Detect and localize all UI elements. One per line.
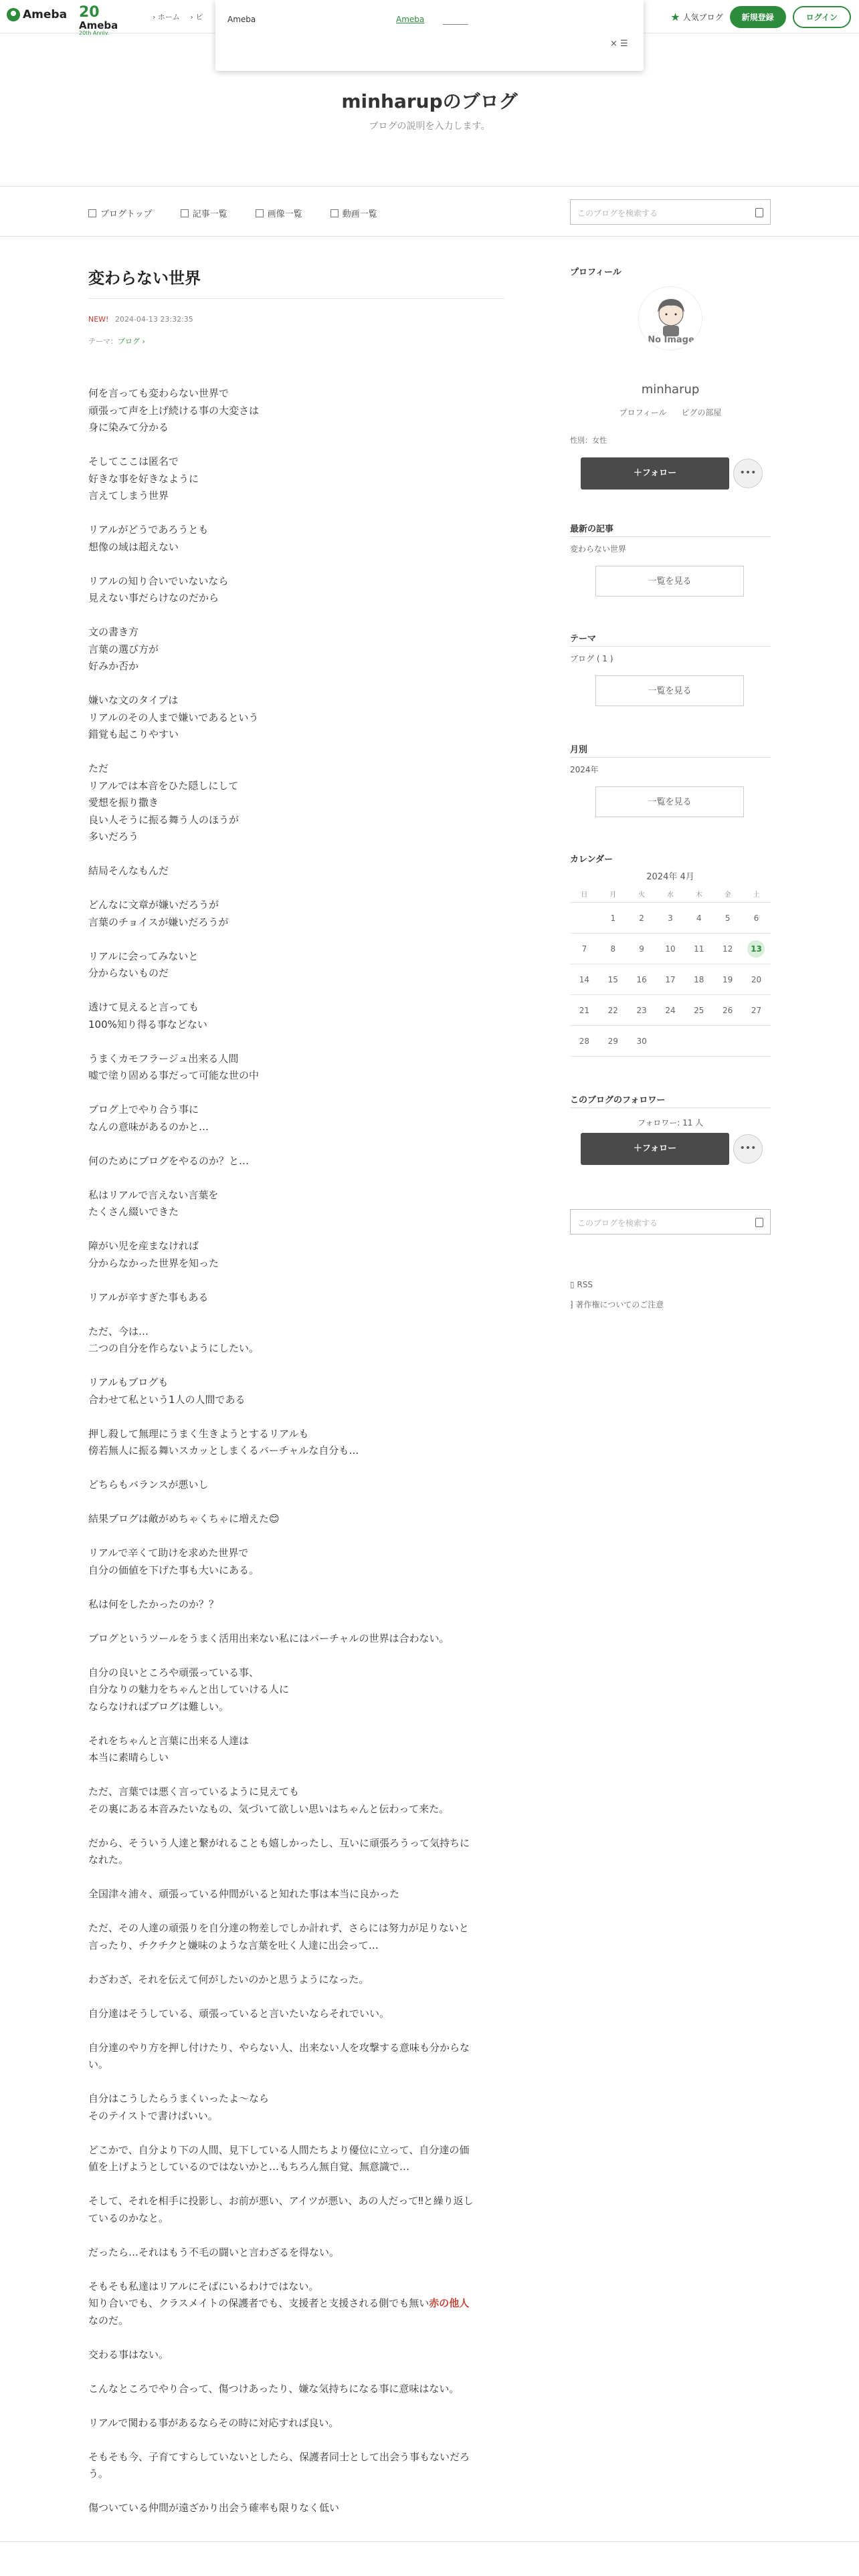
popup-label: Ameba (227, 15, 256, 24)
theme-list-button[interactable]: 一覧を見る (595, 675, 744, 706)
post-paragraph: 嫌いな文のタイプは リアルのその人まで嫌いであるという 錯覚も起こりやすい (88, 694, 259, 740)
post-paragraph: リアルもブログも 合わせて私という1人の人間である (88, 1376, 246, 1406)
calendar-grid (570, 885, 771, 1057)
follow-button[interactable]: ＋フォロー (581, 457, 729, 490)
calendar-week-row (570, 934, 771, 964)
monthly-divider (570, 757, 771, 758)
calendar-weekday: 木 (695, 891, 702, 899)
no-image-label: No Image (648, 335, 694, 345)
profile-gender: 性別：女性 (570, 436, 607, 445)
home-icon (88, 209, 96, 217)
post-paragraph: ただ、言葉では悪く言っているように見えても その裏にある本音みたいなもの、気づいて欲しい思いはちゃんと伝わって来た。 (88, 1786, 450, 1815)
post-paragraph: 何のためにブログをやるのか？と… (88, 1154, 250, 1167)
post-paragraph: 交わる事はない。 (88, 2348, 169, 2361)
calendar-week-row (570, 1026, 771, 1057)
anniversary-number: 20 (79, 4, 100, 21)
post-paragraph: ブログというツールをうまく活用出来ない私にはバーチャルの世界は合わない。 (88, 1632, 450, 1644)
nav-article-list[interactable] (181, 207, 227, 219)
nav-video-list-label: 動画一覧 (342, 209, 377, 219)
calendar-day: 19 (723, 974, 733, 984)
calendar-day: 14 (579, 974, 590, 984)
popup-underline (443, 24, 468, 25)
recent-list-button[interactable]: 一覧を見る (595, 566, 744, 597)
calendar-day: 20 (751, 974, 762, 984)
calendar-day: 27 (751, 1005, 762, 1015)
monthly-heading: 月別 (570, 745, 588, 755)
calendar-week-row (570, 903, 771, 934)
breadcrumb (153, 11, 203, 22)
calendar-day: 15 (607, 974, 618, 984)
calendar-day: 9 (639, 944, 644, 954)
post-body (88, 385, 504, 2534)
nav-image-list-label: 画像一覧 (267, 209, 302, 219)
calendar-day: 18 (694, 974, 704, 984)
nav-image-list[interactable] (256, 207, 302, 219)
monthly-item[interactable]: 2024年 (570, 765, 599, 774)
calendar-day: 6 (753, 913, 759, 923)
post-paragraph: ただ、その人達の頑張りを自分達の物差しでしか計れず、さらには努力が足りないと 言ったり、チクチクと嫌味のような言葉を吐く人達に出会って… (88, 1922, 469, 1951)
theme-link-label: ブログ (118, 337, 140, 346)
pigg-room-link[interactable]: ピグの部屋 (681, 408, 722, 417)
rss-label: RSS (577, 1280, 593, 1289)
post-paragraph: うまくカモフラージュ出来る人間 嘘で塗り固める事だって可能な世の中 (88, 1052, 260, 1081)
blog-search-input[interactable] (570, 199, 771, 225)
theme-link[interactable]: ブログ › (118, 337, 145, 346)
anniversary-title: Ameba (79, 19, 118, 31)
calendar-day: 8 (610, 944, 616, 954)
post-paragraph: わざわざ、それを伝えて何がしたいのかと思うようになった。 (88, 1973, 369, 1985)
post-paragraph: 結果ブログは敵がめちゃくちゃに増えた😊 (88, 1513, 280, 1525)
blog-search-placeholder: このブログを検索する (577, 209, 658, 218)
calendar-day: 11 (694, 944, 704, 954)
search-icon[interactable] (755, 208, 763, 217)
monthly-list-button[interactable]: 一覧を見る (595, 786, 744, 817)
blog-description: ブログの説明を入力します。 (369, 121, 490, 132)
anniversary-logo[interactable] (79, 4, 118, 37)
post-paragraph: ブログ上でやり合う事に なんの意味があるのかと… (88, 1103, 209, 1133)
calendar-day: 21 (579, 1005, 590, 1015)
post-paragraph: 私は何をしたかったのか？？ (88, 1598, 219, 1610)
calendar-week-row (570, 964, 771, 995)
avatar[interactable] (638, 286, 702, 350)
followers-divider (570, 1107, 771, 1108)
ameba-logo-text: Ameba (23, 8, 68, 21)
blog-title[interactable]: minharupのブログ (341, 90, 518, 112)
post-paragraph: 自分達のやり方を押し付けたり、やらない人、出来ない人を攻撃する意味も分からな い。 (88, 2041, 470, 2070)
calendar-weekday: 日 (581, 891, 588, 899)
star-icon: ★ (670, 11, 680, 23)
post-theme (88, 336, 145, 346)
header-actions (670, 6, 851, 28)
breadcrumb-home[interactable]: › ホーム (153, 13, 180, 21)
new-badge: NEW! (88, 315, 109, 324)
post-paragraph: どちらもバランスが悪いし (88, 1479, 209, 1491)
post-paragraph: 結局そんなもんだ (88, 865, 169, 877)
calendar-day: 26 (723, 1005, 733, 1015)
breadcrumb-item[interactable]: › ピ (190, 13, 203, 21)
calendar-day: 23 (636, 1005, 647, 1015)
breadcrumb-home-label: ホーム (157, 13, 180, 21)
calendar-month: 2024年 4月 (646, 872, 694, 882)
post-paragraph: だったら…それはもう不毛の闘いと言わざるを得ない。 (88, 2246, 340, 2258)
post-paragraph: こんなところでやり合って、傷つけあったり、嫌な気持ちになる事に意味はない。 (88, 2382, 460, 2395)
calendar-day: 24 (665, 1005, 676, 1015)
nav-blog-top[interactable] (88, 207, 153, 219)
calendar-day: 4 (696, 913, 702, 923)
rss-link[interactable]: ▯ RSS (570, 1280, 593, 1289)
nav-blog-top-label: ブログトップ (100, 209, 153, 219)
emphasis-text: 赤の他人 (429, 2297, 470, 2309)
post-paragraph: 自分はこうしたらうまくいったよ〜なら そのテイストで書けばいい。 (88, 2092, 270, 2122)
calendar-day: 1 (610, 913, 616, 923)
sidebar-search-placeholder: このブログを検索する (577, 1218, 658, 1228)
post-paragraph: 傷ついている仲間が遠ざかり出会う確率も限りなく低い (88, 2502, 340, 2514)
profile-username[interactable]: minharup (641, 383, 700, 397)
calendar-day: 10 (665, 944, 676, 954)
calendar-day: 17 (665, 974, 676, 984)
calendar-day: 12 (723, 944, 733, 954)
post-paragraph: 透けて見えると言っても 100%知り得る事などない (88, 1001, 207, 1031)
blog-nav (0, 186, 859, 237)
calendar-week-row (570, 995, 771, 1026)
calendar-day: 22 (607, 1005, 618, 1015)
image-icon (256, 209, 264, 217)
post-paragraph: どんなに文章が嫌いだろうが 言葉のチョイスが嫌いだろうが (88, 899, 229, 928)
ameba-logo[interactable] (7, 8, 67, 21)
post-paragraph: リアルが辛すぎた事もある (88, 1291, 209, 1303)
post-paragraph: 何を言っても変わらない世界で 頑張って声を上げ続ける事の大変さは 身に染みて分かる (88, 387, 260, 433)
post-paragraph: 障がい児を産まなければ 分からなかった世界を知った (88, 1240, 219, 1269)
profile-heading: プロフィール (570, 267, 622, 278)
post-paragraph: 全国津々浦々、頑張っている仲間がいると知れた事は本当に良かった (88, 1888, 400, 1900)
popup-close-button[interactable]: × ☰ (610, 39, 628, 49)
calendar-day: 16 (636, 974, 647, 984)
follow-button-2[interactable]: ＋フォロー (581, 1133, 729, 1165)
breadcrumb-item-label: ピ (195, 13, 203, 21)
post-paragraph: そしてここは匿名で 好きな事を好きなように 言えてしまう世界 (88, 455, 199, 502)
post-paragraph: そもそも私達はリアルにそばにいるわけではない。 知り合いでも、クラスメイトの保護者でも、支援者と支援される側でも無い赤の他人 なのだ。 (88, 2280, 470, 2327)
post-paragraph: ただ、今は… 二つの自分を作らないようにしたい。 (88, 1325, 260, 1354)
post-paragraph: 私はリアルで言えない言葉を たくさん綴いできた (88, 1188, 219, 1218)
profile-link[interactable]: プロフィール (619, 408, 667, 417)
calendar-day: 25 (694, 1005, 704, 1015)
calendar-day: 7 (581, 944, 587, 954)
anniversary-subtitle: 20th Anniv. (79, 30, 110, 36)
recent-heading: 最新の記事 (570, 524, 614, 534)
calendar-weekday: 土 (753, 891, 760, 899)
followers-count[interactable]: フォロワー: 11 人 (637, 1118, 704, 1128)
nav-video-list[interactable] (330, 207, 377, 219)
followers-heading: このブログのフォロワー (570, 1095, 666, 1105)
post-paragraph: 自分の良いところや頑張っている事、 自分なりの魅力をちゃんと出していける人に ならなければブログは難しい。 (88, 1666, 290, 1713)
more-options-button-2[interactable]: ••• (733, 1134, 763, 1164)
post-paragraph: どこかで、自分より下の人間、見下している人間たちより優位に立って、自分達の価 値を上げようとしているのではないかと…もちろん無自覚、無意識で… (88, 2143, 470, 2173)
calendar-day: 30 (636, 1036, 647, 1046)
calendar-day: 5 (725, 913, 731, 923)
calendar-day: 3 (668, 913, 673, 923)
post-paragraph: リアルで関わる事があるならその時に対応すれば良い。 (88, 2416, 339, 2429)
post-paragraph: リアルの知り合いでいないなら 見えない事だらけなのだから (88, 574, 229, 604)
search-icon[interactable] (755, 1218, 763, 1227)
post-paragraph: 自分達はそうしている、頑張っていると言いたいならそれでいい。 (88, 2007, 390, 2020)
calendar (570, 869, 771, 1046)
calendar-day-today[interactable]: 13 (742, 940, 771, 958)
post-paragraph: だから、そういう人達と繋がれることも嬉しかったし、互いに頑張ろうって気持ちに なれた。 (88, 1836, 470, 1866)
post-title[interactable]: 変わらない世界 (88, 269, 201, 288)
calendar-heading: カレンダー (570, 855, 613, 865)
sidebar-search-input[interactable] (570, 1209, 771, 1235)
theme-item[interactable]: ブログ ( 1 ) (570, 654, 613, 663)
popular-blogs-label: 人気ブログ (682, 13, 723, 22)
post-meta (88, 315, 193, 324)
copyright-label: 著作権についてのご注意 (575, 1300, 664, 1309)
calendar-weekday-row (570, 885, 771, 903)
post-paragraph: リアルに会ってみないと 分からないものだ (88, 950, 199, 979)
copyright-notice-link[interactable]: ⁆ 著作権についてのご注意 (570, 1300, 664, 1309)
post-paragraph: そもそも今、子育てすらしていないとしたら、保護者同士として出会う事もないだろ う。 (88, 2450, 470, 2480)
calendar-weekday: 月 (609, 891, 617, 899)
ameba-logo-icon (7, 8, 20, 21)
title-divider (88, 298, 504, 299)
theme-divider (570, 646, 771, 647)
video-icon (330, 209, 339, 217)
document-icon (181, 209, 189, 217)
post-date: 2024-04-13 23:32:35 (114, 315, 193, 324)
post-paragraph: リアルで辛くて助けを求めた世界で 自分の価値を下げた事も大いにある。 (88, 1547, 260, 1576)
post-paragraph: 押し殺して無理にうまく生きようとするリアルも 傍若無人に振る舞いスカッとしまくるバーチャルな自分も… (88, 1427, 359, 1457)
nav-article-list-label: 記事一覧 (192, 209, 227, 219)
post-paragraph: ただ リアルでは本音をひた隠しにして 愛想を振り撒き 良い人そうに振る舞う人のほうが 多いだろう (88, 762, 240, 843)
post-paragraph: それをちゃんと言葉に出来る人達は 本当に素晴らしい (88, 1734, 250, 1763)
more-options-button[interactable]: ••• (733, 459, 763, 488)
post-paragraph: 文の書き方 言葉の選び方が 好みか否か (88, 626, 159, 672)
calendar-day: 29 (607, 1036, 618, 1046)
post-paragraph: リアルがどうであろうとも 想像の域は超えない (88, 524, 209, 553)
post-paragraph: そして、それを相手に投影し、お前が悪い、アイツが悪い、あの人だって‼︎と繰り返し ているのかなと。 (88, 2195, 474, 2224)
calendar-weekday: 火 (638, 891, 646, 899)
calendar-day: 2 (639, 913, 644, 923)
popular-blogs-link[interactable] (670, 11, 723, 23)
calendar-weekday: 水 (666, 891, 674, 899)
calendar-weekday: 金 (724, 891, 731, 899)
recent-item[interactable]: 変わらない世界 (570, 544, 627, 554)
register-button[interactable]: 新規登録 (730, 6, 786, 28)
profile-links (570, 407, 771, 418)
theme-heading: テーマ (570, 634, 597, 644)
calendar-day: 28 (579, 1036, 590, 1046)
popup-link[interactable]: Ameba (396, 15, 425, 24)
recent-divider (570, 536, 771, 537)
blog-header (0, 33, 859, 187)
login-button[interactable]: ログイン (793, 6, 851, 28)
page-bottom-divider (0, 2541, 859, 2542)
theme-label: テーマ： (88, 337, 118, 346)
